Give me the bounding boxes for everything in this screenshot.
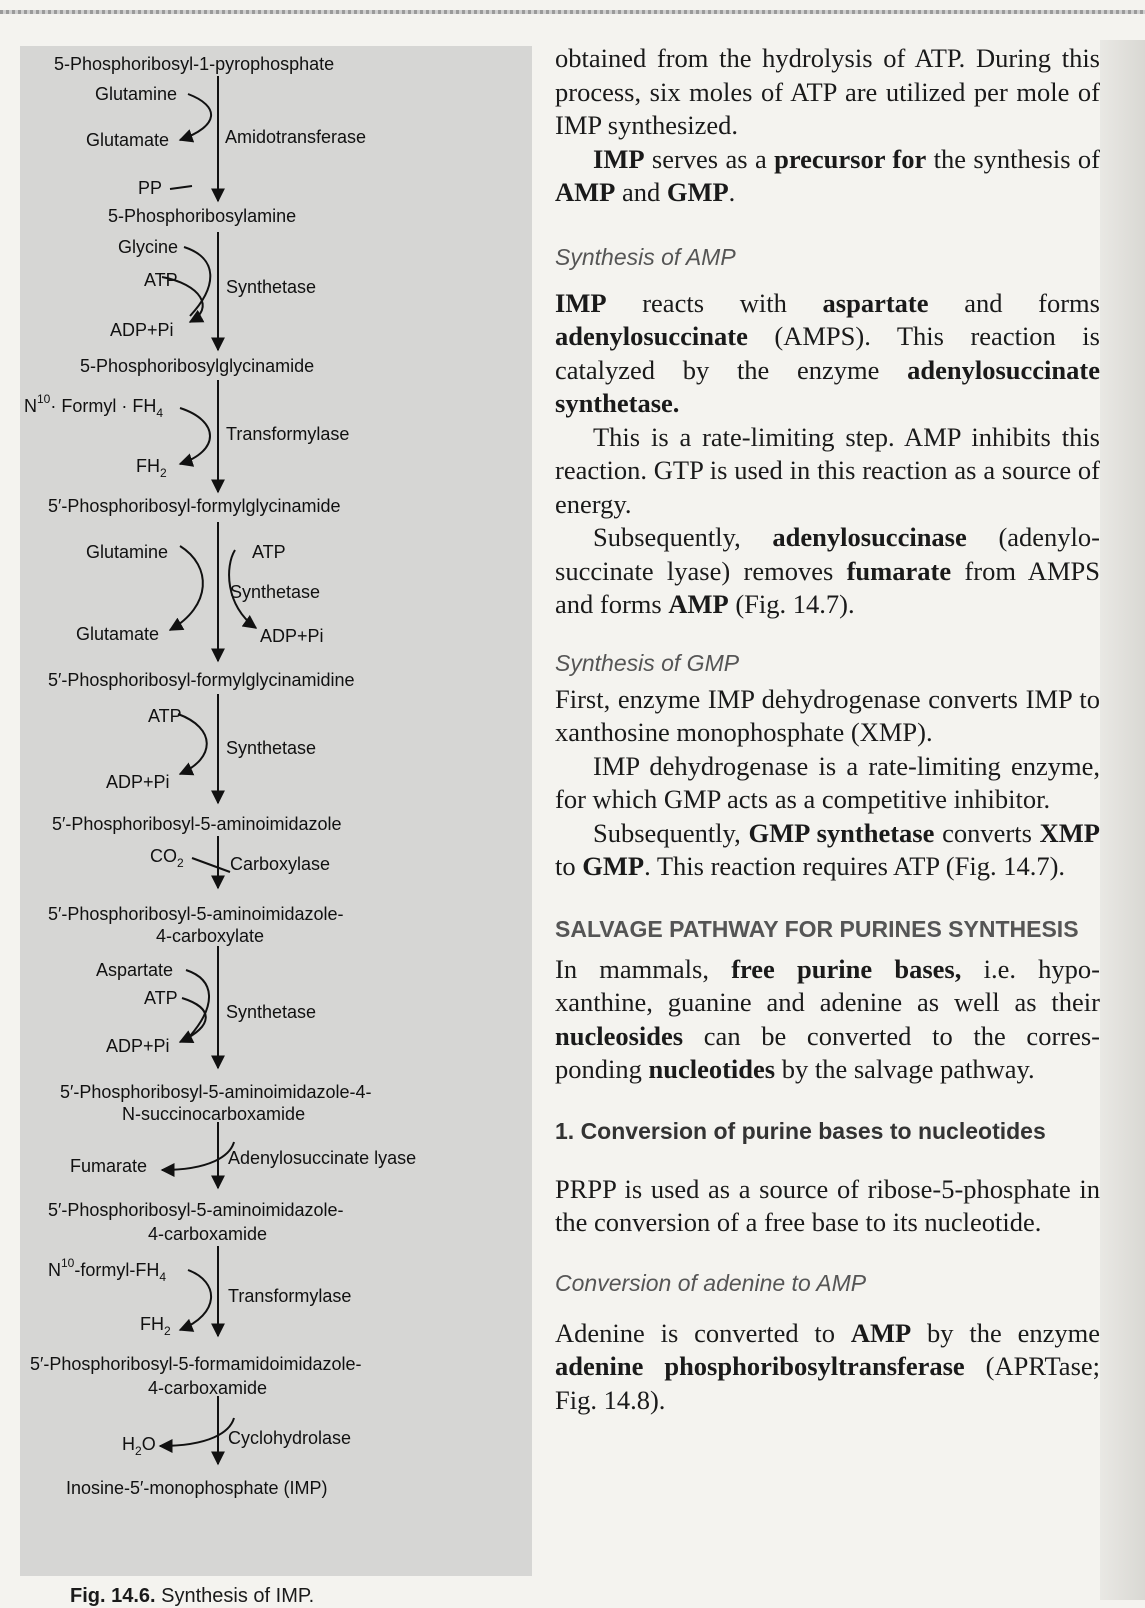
paragraph: IMP reacts with aspartate and forms adenylosuccinate (AMPS). This reaction is catalyzed by the enzyme adenylosuccinate synthetase. xyxy=(555,287,1100,418)
substrate-glycine: Glycine xyxy=(118,237,179,257)
substrate-glutamine: Glutamine xyxy=(95,84,178,104)
substrate-atp-4: ATP xyxy=(144,988,178,1008)
product-fh2-2: $FH_2$ xyxy=(140,1314,171,1338)
compound-air: 5′-Phosphoribosyl-5-aminoimidazole xyxy=(52,814,342,834)
compound-prpp: 5-Phosphoribosyl-1-pyrophosphate xyxy=(54,54,335,74)
substrate-n10-formyl-fh4: $N^{10}\cdot$ Formyl · $FH_4$ xyxy=(24,392,164,420)
product-fh2: $FH_2$ xyxy=(136,456,167,480)
paragraph: PRPP is used as a source of ribose-5-phosphate in the conversion of a free base to its nucleotide. xyxy=(555,1173,1100,1237)
compound-saicar-line2: N-succinocarboxamide xyxy=(122,1104,306,1124)
enzyme-transformylase-2: Transformylase xyxy=(228,1286,352,1306)
paragraph: IMP dehydrogenase is a rate-limiting enzyme, for which GMP acts as a competitive inhibitor. xyxy=(555,750,1100,814)
substrate-co2: $CO_2$ xyxy=(150,846,184,870)
substrate-glutamine-2: Glutamine xyxy=(86,542,169,562)
paragraph: This is a rate-limiting step. AMP inhibits this reaction. GTP is used in this reaction as a source of energy. xyxy=(555,421,1100,519)
product-fumarate: Fumarate xyxy=(70,1156,148,1176)
section-heading: Synthesis of GMP xyxy=(555,649,740,676)
enzyme-synthetase-3: Synthetase xyxy=(226,738,317,758)
enzyme-synthetase-4: Synthetase xyxy=(226,1002,317,1022)
paragraph: Adenine is converted to AMP by the enzyme adenine phosphoribosyltransferase (APRTase; Fig. 14.8). xyxy=(555,1317,1100,1415)
substrate-n10-formyl-fh4-2: $N^{10}-formyl-FH_4$ xyxy=(48,1256,167,1284)
product-adp-pi-3: ADP+Pi xyxy=(106,772,170,792)
page-top-rule xyxy=(0,10,1145,14)
compound-faicar-line2: 4-carboxamide xyxy=(148,1378,268,1398)
compound-pra: 5-Phosphoribosylamine xyxy=(108,206,297,226)
figure-caption-text: Synthesis of IMP. xyxy=(155,1585,315,1607)
compound-faicar-line1: 5′-Phosphoribosyl-5-formamidoimidazole- xyxy=(30,1354,362,1374)
figure-panel xyxy=(20,46,532,1576)
compound-gar: 5-Phosphoribosylglycinamide xyxy=(80,356,315,376)
product-glutamate: Glutamate xyxy=(86,130,170,150)
compound-aicar-line2: 4-carboxamide xyxy=(148,1224,268,1244)
compound-cair-line2: 4-carboxylate xyxy=(156,926,265,946)
enzyme-transformylase: Transformylase xyxy=(226,424,350,444)
substrate-atp: ATP xyxy=(144,270,178,290)
paragraph: Subsequently, adenylosuccinase (adenylo-succinate lyase) removes fumarate from AMPS and forms AMP (Fig. 14.7). xyxy=(555,522,1100,619)
compound-cair-line1: 5′-Phosphoribosyl-5-aminoimidazole- xyxy=(48,904,344,924)
figure-caption-label: Fig. 14.6. xyxy=(70,1585,156,1607)
paragraph: obtained from the hydrolysis of ATP. During this process, six moles of ATP are utilized per mole of IMP synthesized. xyxy=(555,43,1100,140)
compound-fgam: 5′-Phosphoribosyl-formylglycinamidine xyxy=(48,670,355,690)
section-heading: Synthesis of AMP xyxy=(555,243,736,270)
page-edge xyxy=(1100,40,1145,1600)
text-column xyxy=(555,42,1100,1417)
substrate-aspartate: Aspartate xyxy=(96,960,174,980)
product-glutamate-2: Glutamate xyxy=(76,624,160,644)
paragraph: IMP serves as a precursor for the synthesis of AMP and GMP. xyxy=(555,143,1101,207)
subsection-heading: 1. Conversion of purine bases to nucleotides xyxy=(555,1117,1046,1144)
enzyme-adenylosuccinate-lyase: Adenylosuccinate lyase xyxy=(228,1148,417,1168)
product-h2o: $H_2O$ xyxy=(122,1434,156,1458)
enzyme-synthetase: Synthetase xyxy=(226,277,317,297)
product-adp-pi-4: ADP+Pi xyxy=(106,1036,170,1056)
enzyme-amidotransferase: Amidotransferase xyxy=(225,127,367,147)
substrate-atp-2: ATP xyxy=(252,542,286,562)
enzyme-synthetase-2: Synthetase xyxy=(230,582,321,602)
compound-aicar-line1: 5′-Phosphoribosyl-5-aminoimidazole- xyxy=(48,1200,344,1220)
paragraph: First, enzyme IMP dehydrogenase converts IMP to xanthosine monophosphate (XMP). xyxy=(555,683,1100,747)
enzyme-carboxylase: Carboxylase xyxy=(230,854,331,874)
product-adp-pi: ADP+Pi xyxy=(110,320,174,340)
product-pp: PP xyxy=(138,178,163,198)
compound-fgar: 5′-Phosphoribosyl-formylglycinamide xyxy=(48,496,341,516)
enzyme-cyclohydrolase: Cyclohydrolase xyxy=(228,1428,352,1448)
imp-synthesis-pathway-diagram xyxy=(20,46,532,1576)
compound-imp: Inosine-5′-monophosphate (IMP) xyxy=(66,1478,328,1498)
product-adp-pi-2: ADP+Pi xyxy=(260,626,324,646)
compound-saicar-line1: 5′-Phosphoribosyl-5-aminoimidazole-4- xyxy=(60,1082,372,1102)
section-heading: SALVAGE PATHWAY FOR PURINES SYNTHESIS xyxy=(555,915,1079,942)
figure-caption xyxy=(70,1585,314,1608)
section-heading: Conversion of adenine to AMP xyxy=(555,1269,867,1296)
substrate-atp-3: ATP xyxy=(148,706,182,726)
paragraph: Subsequently, GMP synthetase converts XMP to GMP. This reaction requires ATP (Fig. 14.7). xyxy=(555,817,1100,881)
paragraph: In mammals, free purine bases, i.e. hypo-xanthine, guanine and adenine as well as their nucleosides can be converted to the corres-ponding nucleotides by the salvage pathway. xyxy=(555,953,1100,1084)
